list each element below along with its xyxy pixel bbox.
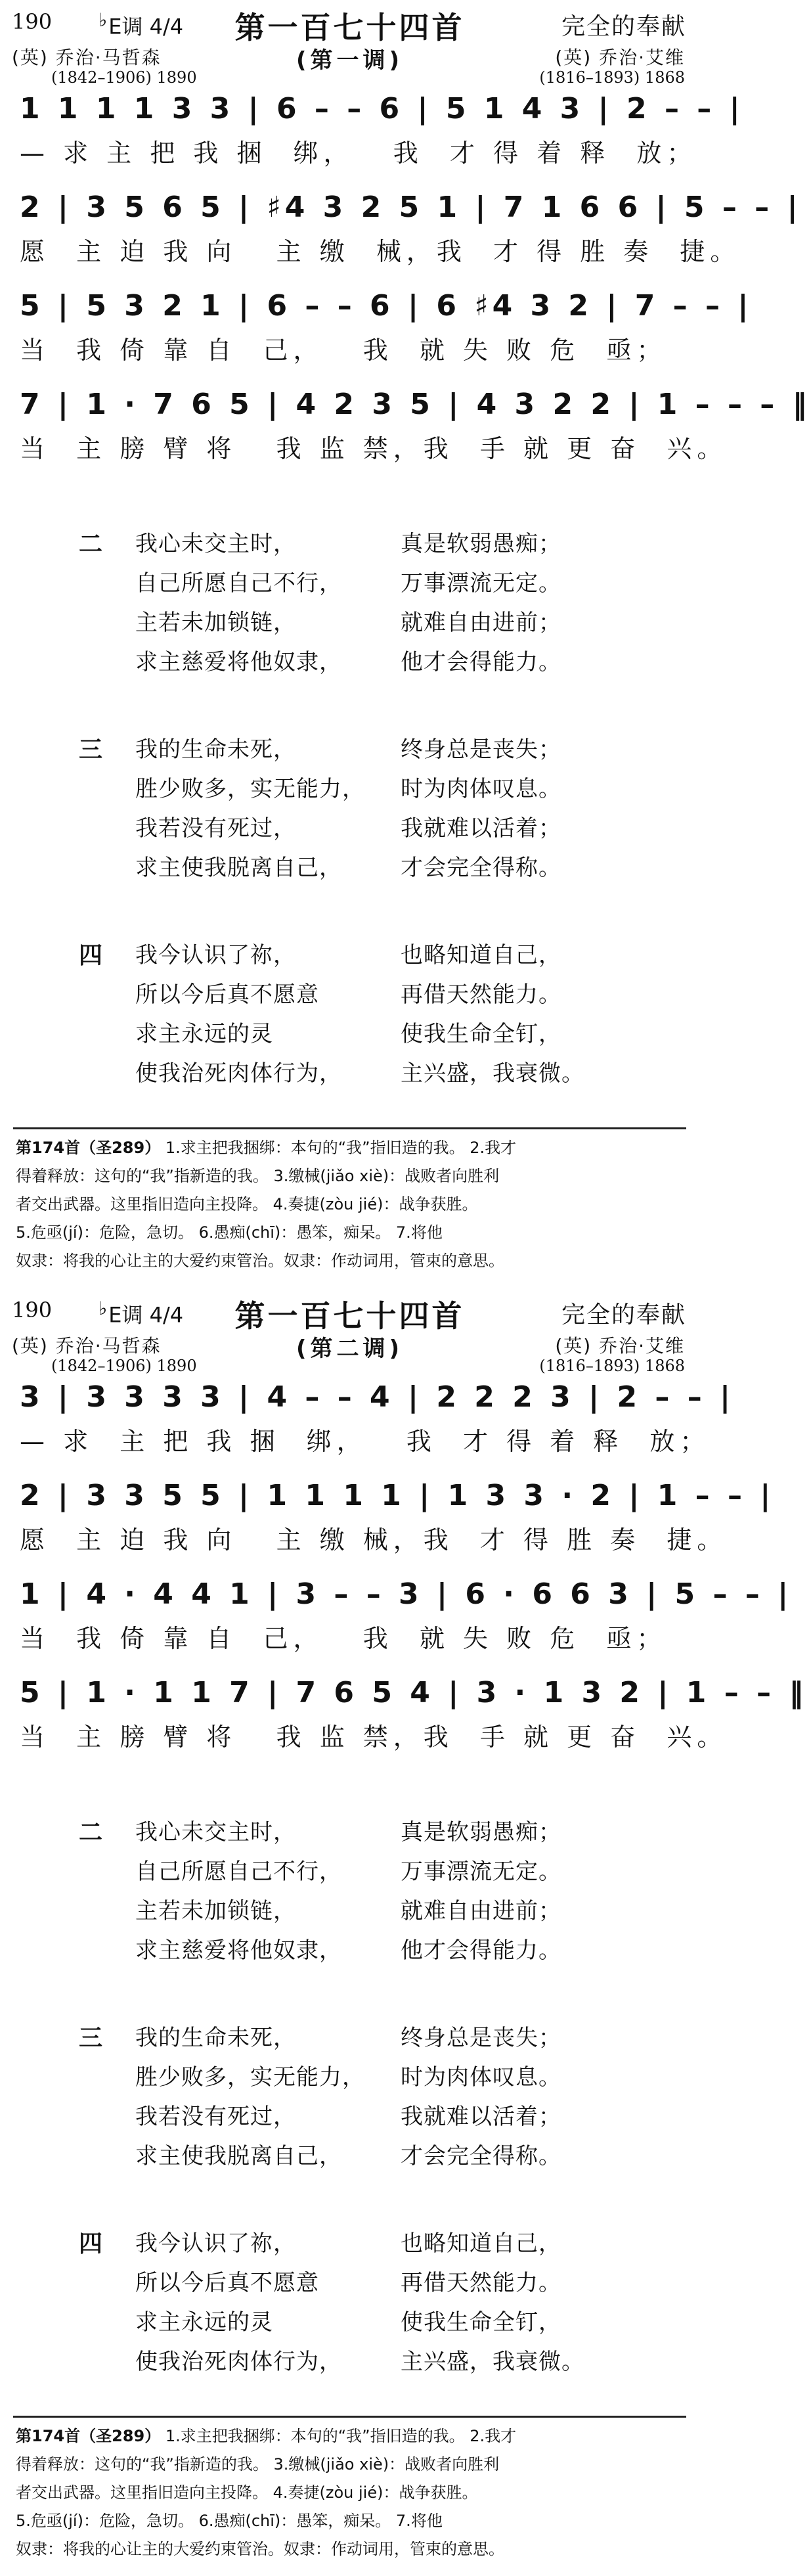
stanza-line: 求主慈爱将他奴隶， bbox=[135, 649, 342, 675]
stanza-line: 求主使我脱离自己， bbox=[135, 855, 342, 881]
stanza-line: 我的生命未死， bbox=[135, 2025, 296, 2051]
lyric-line: — 求 主 把 我 捆 绑， 我 才 得 着 释 放； bbox=[20, 139, 697, 168]
composer: (英) 乔治·马哲森 bbox=[12, 1335, 162, 1357]
stanza-line: 主兴盛，我衰微。 bbox=[401, 2349, 584, 2375]
flat-sign-icon: ♭ bbox=[99, 9, 108, 31]
music-system bbox=[0, 191, 802, 289]
tune-subtitle: (第一调) bbox=[296, 47, 404, 74]
footnote-line bbox=[16, 2422, 686, 2451]
stanza-line: 我就难以活着； bbox=[401, 2104, 561, 2130]
footnote-line: 得着释放：这句的“我”指新造的我。 3.缴械(jiǎo xiè)：战败者向胜利 bbox=[16, 2455, 500, 2474]
music-system bbox=[0, 1676, 808, 1774]
footnote-head: 第174首（圣289） bbox=[16, 1139, 161, 1157]
lyric-line: 当 主 膀 臂 将 我 监 禁，我 手 就 更 奋 兴。 bbox=[20, 434, 728, 463]
stanza-line: 他才会得能力。 bbox=[401, 1937, 561, 1964]
footnote bbox=[16, 1134, 686, 1275]
stanza-line: 再借天然能力。 bbox=[401, 982, 561, 1008]
stanza-line: 万事漂流无定。 bbox=[401, 570, 561, 597]
footnote-text: 1.求主把我捆绑：本句的“我”指旧造的我。 2.我才 bbox=[165, 1139, 517, 1157]
stanza-line: 自己所愿自己不行， bbox=[135, 570, 342, 597]
composer-years: (1842–1906) 1890 bbox=[51, 68, 197, 87]
lyric-line: 当 我 倚 靠 自 己， 我 就 失 败 危 亟； bbox=[20, 1624, 667, 1653]
stanza-line: 主若未加锁链， bbox=[135, 1898, 296, 1924]
stanza-line: 就难自由进前； bbox=[401, 610, 561, 636]
hymn-page-tune-2 bbox=[0, 1288, 808, 2576]
footnote-line: 奴隶：将我的心让主的大爱约束管治。奴隶：作动词用，管束的意思。 bbox=[16, 1252, 504, 1270]
stanza-line: 才会完全得称。 bbox=[401, 2143, 561, 2169]
lyric-line: 愿 主 迫 我 向 主 缴 械，我 才 得 胜 奏 捷。 bbox=[20, 1525, 728, 1554]
stanza-line: 胜少败多，实无能力， bbox=[135, 776, 365, 802]
stanza-line: 所以今后真不愿意 bbox=[135, 2270, 319, 2296]
stanza-line: 胜少败多，实无能力， bbox=[135, 2064, 365, 2090]
stanza-line: 我若没有死过， bbox=[135, 815, 296, 842]
key-label: E调 4/4 bbox=[108, 14, 184, 39]
stanza-line: 我今认识了祢， bbox=[135, 2230, 296, 2257]
footnote-divider bbox=[13, 1127, 686, 1129]
stanza-line: 我就难以活着； bbox=[401, 815, 561, 842]
lyric-line: 当 主 膀 臂 将 我 监 禁，我 手 就 更 奋 兴。 bbox=[20, 1723, 728, 1751]
notation-line: 5 | 5 3 2 1 | 6 – – 6 | 6 ♯4 3 2 | 7 – – | bbox=[20, 289, 753, 323]
work-title: 完全的奉献 bbox=[561, 13, 686, 40]
author: (英) 乔治·艾维 bbox=[555, 1335, 685, 1357]
stanza-number: 二 bbox=[79, 531, 103, 558]
lyric-line: 愿 主 迫 我 向 主 缴 械，我 才 得 胜 奏 捷。 bbox=[20, 237, 741, 266]
footnote-line: 者交出武器。这里指旧造向主投降。 4.奏捷(zòu jié)：战争获胜。 bbox=[16, 1195, 478, 1213]
footnote-line: 者交出武器。这里指旧造向主投降。 4.奏捷(zòu jié)：战争获胜。 bbox=[16, 2483, 478, 2502]
page-number: 190 bbox=[12, 9, 53, 34]
footnote-line: 奴隶：将我的心让主的大爱约束管治。奴隶：作动词用，管束的意思。 bbox=[16, 2540, 504, 2558]
notation-line: 1 1 1 1 3 3 | 6 – – 6 | 5 1 4 3 | 2 – – | bbox=[20, 92, 744, 125]
music-system bbox=[0, 289, 753, 388]
stanza-line: 也略知道自己， bbox=[401, 942, 561, 968]
music-system bbox=[0, 388, 811, 486]
music-system bbox=[0, 1479, 775, 1577]
author-years: (1816–1893) 1868 bbox=[539, 68, 685, 87]
hymn-title: 第一百七十四首 bbox=[234, 10, 465, 45]
notation-line: 5 | 1 · 1 1 7 | 7 6 5 4 | 3 · 1 3 2 | 1 – – ‖ bbox=[20, 1676, 808, 1709]
notation-line: 1 | 4 · 4 4 1 | 3 – – 3 | 6 · 6 6 3 | 5 – – | bbox=[20, 1577, 793, 1611]
stanza-line: 真是软弱愚痴； bbox=[401, 1819, 561, 1845]
stanza-line: 我心未交主时， bbox=[135, 1819, 296, 1845]
stanza-number: 二 bbox=[79, 1819, 103, 1846]
stanza-line: 终身总是丧失； bbox=[401, 2025, 561, 2051]
footnote-text: 1.求主把我捆绑：本句的“我”指旧造的我。 2.我才 bbox=[165, 2427, 517, 2445]
stanza-line: 求主永远的灵 bbox=[135, 1021, 273, 1047]
lyric-line: — 求 主 把 我 捆 绑， 我 才 得 着 释 放； bbox=[20, 1427, 711, 1456]
stanza-line: 所以今后真不愿意 bbox=[135, 982, 319, 1008]
work-title: 完全的奉献 bbox=[561, 1301, 686, 1328]
footnote-line bbox=[16, 1134, 686, 1162]
stanza-line: 他才会得能力。 bbox=[401, 649, 561, 675]
footnote-line: 5.危亟(jí)：危险，急切。 6.愚痴(chī)：愚笨，痴呆。 7.将他 bbox=[16, 2512, 443, 2530]
stanza-line: 求主使我脱离自己， bbox=[135, 2143, 342, 2169]
lyric-line: 当 我 倚 靠 自 己， 我 就 失 败 危 亟； bbox=[20, 336, 667, 365]
stanza-line: 使我治死肉体行为， bbox=[135, 1060, 342, 1087]
tune-subtitle: (第二调) bbox=[296, 1336, 404, 1362]
stanza-number: 四 bbox=[79, 942, 103, 969]
stanza-line: 真是软弱愚痴； bbox=[401, 531, 561, 557]
footnote-line: 5.危亟(jí)：危险，急切。 6.愚痴(chī)：愚笨，痴呆。 7.将他 bbox=[16, 1223, 443, 1242]
stanza-line: 使我治死肉体行为， bbox=[135, 2349, 342, 2375]
stanza-line: 时为肉体叹息。 bbox=[401, 2064, 561, 2090]
author-years: (1816–1893) 1868 bbox=[539, 1357, 685, 1375]
music-system bbox=[0, 1380, 735, 1479]
composer-years: (1842–1906) 1890 bbox=[51, 1357, 197, 1375]
stanza-line: 终身总是丧失； bbox=[401, 736, 561, 763]
hymn-title: 第一百七十四首 bbox=[234, 1298, 465, 1334]
stanza-line: 就难自由进前； bbox=[401, 1898, 561, 1924]
stanza-line: 主若未加锁链， bbox=[135, 610, 296, 636]
stanza-line: 再借天然能力。 bbox=[401, 2270, 561, 2296]
stanza-line: 求主慈爱将他奴隶， bbox=[135, 1937, 342, 1964]
stanza-line: 我的生命未死， bbox=[135, 736, 296, 763]
footnote bbox=[16, 2422, 686, 2564]
notation-line: 3 | 3 3 3 3 | 4 – – 4 | 2 2 2 3 | 2 – – | bbox=[20, 1380, 735, 1414]
composer: (英) 乔治·马哲森 bbox=[12, 47, 162, 68]
stanza-number: 三 bbox=[79, 2025, 103, 2052]
flat-sign-icon: ♭ bbox=[99, 1298, 108, 1319]
stanza-line: 使我生命全钉， bbox=[401, 1021, 561, 1047]
stanza-line: 求主永远的灵 bbox=[135, 2309, 273, 2336]
music-system bbox=[0, 1577, 793, 1676]
footnote-head: 第174首（圣289） bbox=[16, 2427, 161, 2445]
page-number: 190 bbox=[12, 1298, 53, 1322]
notation-line: 2 | 3 5 6 5 | ♯4 3 2 5 1 | 7 1 6 6 | 5 – – | bbox=[20, 191, 802, 224]
stanza-line: 也略知道自己， bbox=[401, 2230, 561, 2257]
stanza-line: 才会完全得称。 bbox=[401, 855, 561, 881]
music-system bbox=[0, 92, 744, 191]
stanza-line: 时为肉体叹息。 bbox=[401, 776, 561, 802]
stanza-number: 四 bbox=[79, 2230, 103, 2257]
author: (英) 乔治·艾维 bbox=[555, 47, 685, 68]
stanza-line: 我今认识了祢， bbox=[135, 942, 296, 968]
footnote-divider bbox=[13, 2416, 686, 2418]
stanza-line: 主兴盛，我衰微。 bbox=[401, 1060, 584, 1087]
stanza-line: 万事漂流无定。 bbox=[401, 1859, 561, 1885]
notation-line: 7 | 1 · 7 6 5 | 4 2 3 5 | 4 3 2 2 | 1 – – – ‖ bbox=[20, 388, 811, 421]
stanza-line: 使我生命全钉， bbox=[401, 2309, 561, 2336]
stanza-line: 我若没有死过， bbox=[135, 2104, 296, 2130]
footnote-line: 得着释放：这句的“我”指新造的我。 3.缴械(jiǎo xiè)：战败者向胜利 bbox=[16, 1167, 500, 1185]
stanza-line: 自己所愿自己不行， bbox=[135, 1859, 342, 1885]
key-label: E调 4/4 bbox=[108, 1302, 184, 1328]
stanza-number: 三 bbox=[79, 736, 103, 763]
notation-line: 2 | 3 3 5 5 | 1 1 1 1 | 1 3 3 · 2 | 1 – – | bbox=[20, 1479, 775, 1512]
stanza-line: 我心未交主时， bbox=[135, 531, 296, 557]
